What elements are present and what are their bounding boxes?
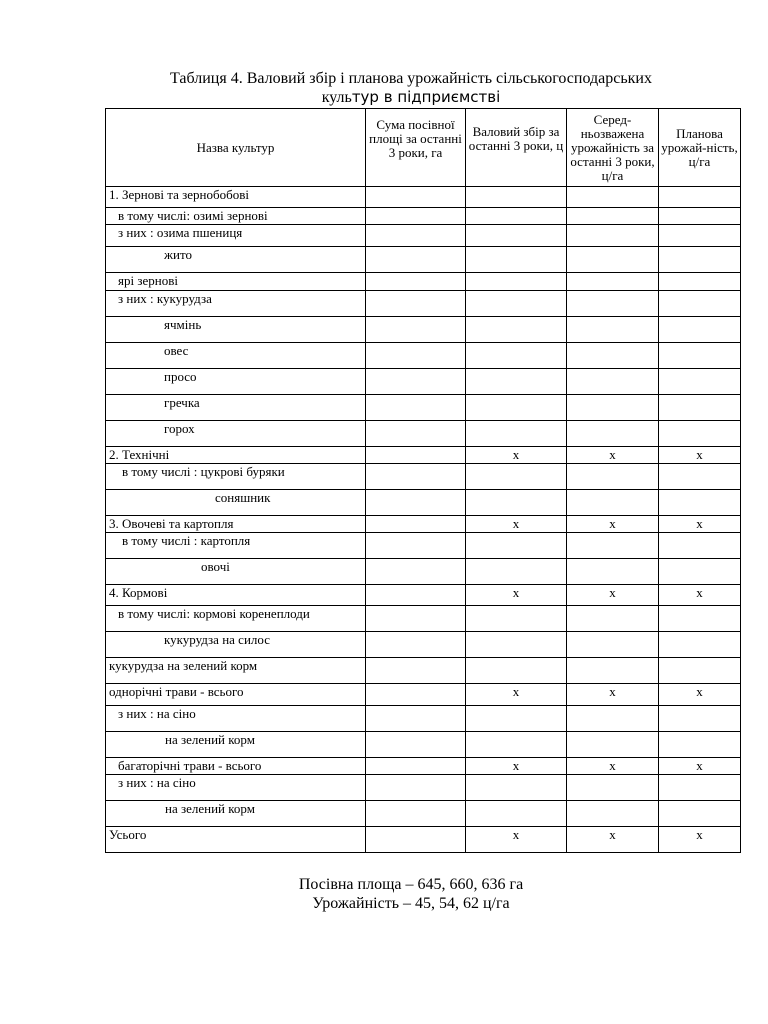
crop-name-cell: 2. Технічні — [106, 447, 366, 464]
sown-area-cell — [366, 658, 466, 684]
table-row — [106, 632, 741, 658]
average-yield-cell — [567, 533, 659, 559]
gross-harvest-cell — [466, 369, 567, 395]
gross-harvest-cell: х — [466, 684, 567, 706]
average-yield-cell — [567, 559, 659, 585]
summary-notes — [0, 875, 768, 913]
caption-line-2-part-b: тур в підприємстві — [351, 88, 501, 106]
crop-name-cell: жито — [106, 247, 366, 273]
planned-yield-cell — [659, 247, 741, 273]
header-crop-name: Назва культур — [106, 109, 366, 187]
average-yield-cell — [567, 291, 659, 317]
header-row — [106, 109, 741, 187]
crop-name-cell: 3. Овочеві та картопля — [106, 516, 366, 533]
crop-name-cell: овочі — [106, 559, 366, 585]
header-average-yield: Серед-ньозважена урожайність за останні 3 роки, ц/га — [567, 109, 659, 187]
crop-name-cell: 4. Кормові — [106, 585, 366, 606]
sown-area-cell — [366, 559, 466, 585]
crop-name-cell: просо — [106, 369, 366, 395]
planned-yield-cell — [659, 706, 741, 732]
gross-harvest-cell — [466, 291, 567, 317]
table-row — [106, 801, 741, 827]
table-caption — [0, 70, 768, 107]
average-yield-cell: х — [567, 447, 659, 464]
planned-yield-cell — [659, 395, 741, 421]
sown-area-cell — [366, 606, 466, 632]
average-yield-cell: х — [567, 758, 659, 775]
planned-yield-cell: х — [659, 684, 741, 706]
sown-area-cell — [366, 208, 466, 225]
crop-name-cell: 1. Зернові та зернобобові — [106, 187, 366, 208]
crop-name-cell: ячмінь — [106, 317, 366, 343]
average-yield-cell — [567, 395, 659, 421]
table-row — [106, 187, 741, 208]
sown-area-cell — [366, 585, 466, 606]
crop-name-cell: горох — [106, 421, 366, 447]
gross-harvest-cell — [466, 208, 567, 225]
sown-area-cell — [366, 732, 466, 758]
crop-name-cell: на зелений корм — [106, 732, 366, 758]
gross-harvest-cell: х — [466, 447, 567, 464]
average-yield-cell — [567, 343, 659, 369]
gross-harvest-cell — [466, 464, 567, 490]
table-row — [106, 247, 741, 273]
gross-harvest-cell — [466, 801, 567, 827]
planned-yield-cell — [659, 225, 741, 247]
crop-name-cell: соняшник — [106, 490, 366, 516]
table-row — [106, 343, 741, 369]
table-row — [106, 585, 741, 606]
planned-yield-cell — [659, 559, 741, 585]
sown-area-cell — [366, 447, 466, 464]
planned-yield-cell: х — [659, 447, 741, 464]
planned-yield-cell — [659, 632, 741, 658]
planned-yield-cell: х — [659, 585, 741, 606]
average-yield-cell — [567, 225, 659, 247]
average-yield-cell — [567, 775, 659, 801]
average-yield-cell — [567, 273, 659, 291]
average-yield-cell: х — [567, 827, 659, 853]
sown-area-cell — [366, 490, 466, 516]
planned-yield-cell — [659, 732, 741, 758]
sown-area-cell — [366, 317, 466, 343]
average-yield-cell: х — [567, 585, 659, 606]
average-yield-cell — [567, 606, 659, 632]
caption-line-1: Таблиця 4. Валовий збір і планова урожайність сільськогосподарських — [170, 70, 652, 87]
planned-yield-cell — [659, 801, 741, 827]
average-yield-cell — [567, 801, 659, 827]
sown-area-cell — [366, 343, 466, 369]
sown-area-cell — [366, 225, 466, 247]
gross-harvest-cell — [466, 273, 567, 291]
table-row — [106, 369, 741, 395]
caption-line-2-part-a: куль — [321, 89, 352, 106]
crop-name-cell: з них : на сіно — [106, 775, 366, 801]
crop-name-cell: гречка — [106, 395, 366, 421]
average-yield-cell — [567, 247, 659, 273]
sown-area-cell — [366, 533, 466, 559]
yield-note: Урожайність – 45, 54, 62 ц/га — [312, 895, 510, 912]
planned-yield-cell — [659, 533, 741, 559]
planned-yield-cell — [659, 490, 741, 516]
gross-harvest-cell — [466, 559, 567, 585]
crop-name-cell: в тому числі : цукрові буряки — [106, 464, 366, 490]
header-sown-area: Сума посівної площі за останні 3 роки, га — [366, 109, 466, 187]
table-row — [106, 758, 741, 775]
gross-harvest-cell: х — [466, 585, 567, 606]
average-yield-cell — [567, 421, 659, 447]
gross-harvest-cell — [466, 658, 567, 684]
gross-harvest-cell: х — [466, 516, 567, 533]
planned-yield-cell — [659, 291, 741, 317]
average-yield-cell — [567, 706, 659, 732]
sown-area-cell — [366, 801, 466, 827]
sown-area-cell — [366, 516, 466, 533]
table-row — [106, 273, 741, 291]
table-row — [106, 464, 741, 490]
gross-harvest-cell — [466, 632, 567, 658]
gross-harvest-cell — [466, 732, 567, 758]
planned-yield-cell: х — [659, 758, 741, 775]
gross-harvest-cell — [466, 225, 567, 247]
table-row — [106, 658, 741, 684]
table-row — [106, 225, 741, 247]
planned-yield-cell: х — [659, 516, 741, 533]
sown-area-cell — [366, 684, 466, 706]
average-yield-cell — [567, 208, 659, 225]
caption-line-2 — [0, 88, 768, 107]
crop-name-cell: з них : озима пшениця — [106, 225, 366, 247]
sown-area-cell — [366, 247, 466, 273]
table-row — [106, 559, 741, 585]
crop-name-cell: з них : кукурудза — [106, 291, 366, 317]
sown-area-cell — [366, 291, 466, 317]
sown-area-cell — [366, 421, 466, 447]
planned-yield-cell — [659, 658, 741, 684]
sown-area-cell — [366, 632, 466, 658]
table-row — [106, 421, 741, 447]
gross-harvest-cell: х — [466, 758, 567, 775]
table-row — [106, 447, 741, 464]
gross-harvest-cell — [466, 533, 567, 559]
crop-name-cell: кукурудза на силос — [106, 632, 366, 658]
table-row — [106, 395, 741, 421]
table-row — [106, 490, 741, 516]
planned-yield-cell — [659, 187, 741, 208]
average-yield-cell — [567, 464, 659, 490]
gross-harvest-cell — [466, 395, 567, 421]
gross-harvest-cell — [466, 317, 567, 343]
table-row — [106, 732, 741, 758]
crop-name-cell: в тому числі: кормові коренеплоди — [106, 606, 366, 632]
table-row — [106, 706, 741, 732]
crop-name-cell: ярі зернові — [106, 273, 366, 291]
average-yield-cell — [567, 732, 659, 758]
planned-yield-cell — [659, 369, 741, 395]
planned-yield-cell — [659, 317, 741, 343]
sown-area-cell — [366, 369, 466, 395]
crop-name-cell: багаторічні трави - всього — [106, 758, 366, 775]
gross-harvest-cell — [466, 187, 567, 208]
average-yield-cell — [567, 187, 659, 208]
planned-yield-cell — [659, 343, 741, 369]
gross-harvest-cell — [466, 343, 567, 369]
crop-name-cell: Усього — [106, 827, 366, 853]
sown-area-cell — [366, 187, 466, 208]
sown-area-cell — [366, 827, 466, 853]
table-row — [106, 606, 741, 632]
table-row — [106, 684, 741, 706]
gross-harvest-cell — [466, 247, 567, 273]
average-yield-cell: х — [567, 684, 659, 706]
crop-name-cell: в тому числі: озимі зернові — [106, 208, 366, 225]
table-row — [106, 208, 741, 225]
planned-yield-cell — [659, 208, 741, 225]
planned-yield-cell — [659, 775, 741, 801]
crop-name-cell: в тому числі : картопля — [106, 533, 366, 559]
average-yield-cell — [567, 317, 659, 343]
crop-name-cell: овес — [106, 343, 366, 369]
crop-name-cell: на зелений корм — [106, 801, 366, 827]
gross-harvest-cell — [466, 606, 567, 632]
table-row — [106, 291, 741, 317]
sown-area-cell — [366, 273, 466, 291]
planned-yield-cell: х — [659, 827, 741, 853]
crop-name-cell: кукурудза на зелений корм — [106, 658, 366, 684]
gross-harvest-cell — [466, 490, 567, 516]
gross-harvest-cell — [466, 421, 567, 447]
sown-area-cell — [366, 706, 466, 732]
sown-area-cell — [366, 758, 466, 775]
table-row — [106, 533, 741, 559]
sown-area-cell — [366, 775, 466, 801]
average-yield-cell — [567, 490, 659, 516]
crop-name-cell: однорічні трави - всього — [106, 684, 366, 706]
table-row — [106, 775, 741, 801]
crop-name-cell: з них : на сіно — [106, 706, 366, 732]
table-row — [106, 516, 741, 533]
average-yield-cell — [567, 632, 659, 658]
gross-harvest-cell — [466, 775, 567, 801]
header-planned-yield: Планова урожай-ність, ц/га — [659, 109, 741, 187]
sown-area-cell — [366, 464, 466, 490]
planned-yield-cell — [659, 464, 741, 490]
average-yield-cell: х — [567, 516, 659, 533]
gross-harvest-cell — [466, 706, 567, 732]
table-row — [106, 827, 741, 853]
sown-area-cell — [366, 395, 466, 421]
planned-yield-cell — [659, 606, 741, 632]
planned-yield-cell — [659, 421, 741, 447]
average-yield-cell — [567, 658, 659, 684]
planned-yield-cell — [659, 273, 741, 291]
average-yield-cell — [567, 369, 659, 395]
gross-harvest-cell: х — [466, 827, 567, 853]
table-row — [106, 317, 741, 343]
crop-yield-table — [105, 108, 741, 853]
header-gross-harvest: Валовий збір за останні 3 роки, ц — [466, 109, 567, 187]
sown-area-note: Посівна площа – 645, 660, 636 га — [298, 876, 524, 893]
